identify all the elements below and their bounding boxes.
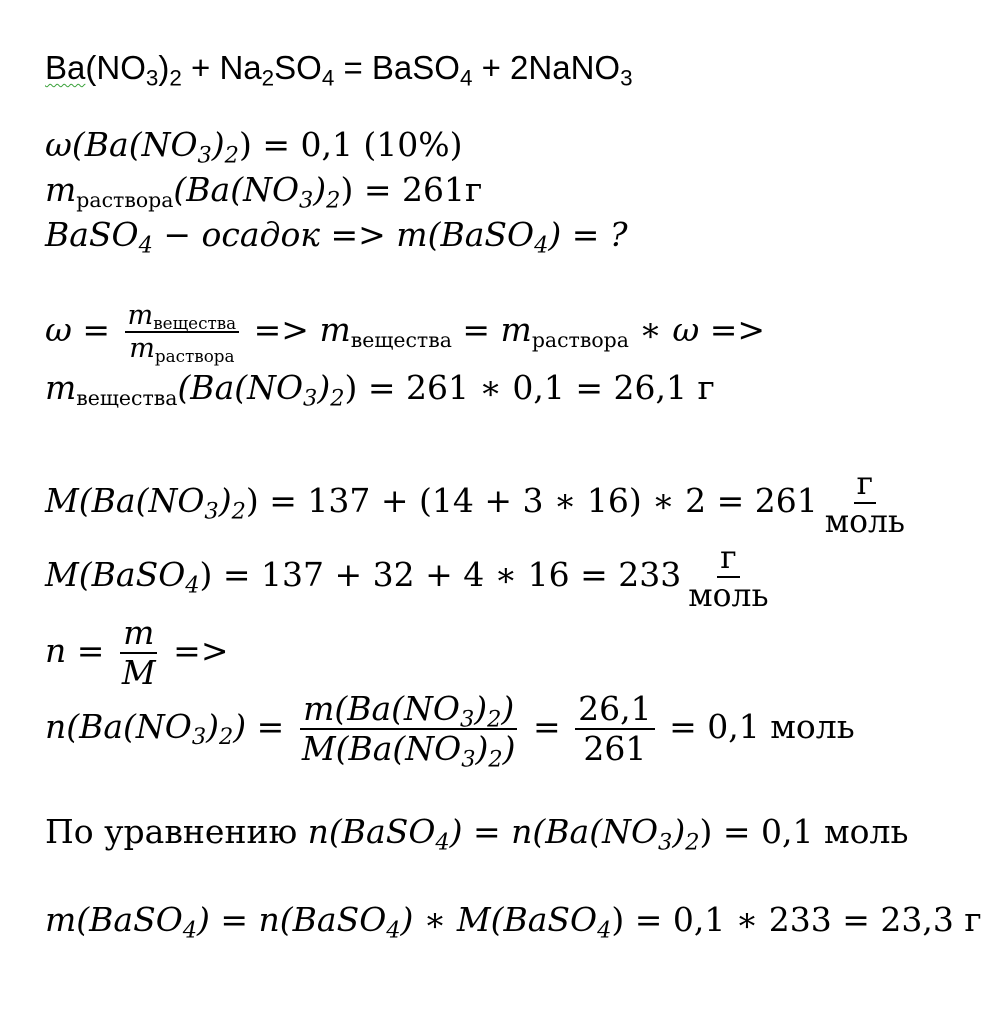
fraction-mass-over-molar: $\frac{m(Ba(NO_3)_2)}{M(Ba(NO_3)_2)}$ [301,689,516,773]
formula-omega: ω = $\frac{m_{вещества}}{m_{раствора}}$ => $m_{вещества} = m_{раствора}$ ∗ ω => [45,300,766,367]
fraction-numeric: $\frac{26,1}{261}$ [575,690,654,768]
calc-substance-mass: $m_{вещества}(Ba(NO_3)_2) = 261$ ∗ 0,1 = 26,1 г [45,368,715,412]
molar-mass-barium-sulfate: M(BaSO$_4$) = 137 + 32 + 4 ∗ 16 = 233 $\frac{г}{\text{моль}}$ [45,540,776,614]
calc-amount-barium-nitrate: $n(Ba(NO_3)_2)$ = $\frac{m(Ba(NO_3)_2)}{M(Ba(NO_3)_2)}$ = $\frac{26,1}{261}$ = 0,1 моль [45,689,855,773]
fraction-mass-ratio: $\frac{m_{вещества}}{m_{раствора}}$ [125,300,240,364]
molar-mass-barium-nitrate: $M(Ba(NO_3)_2) = 137 + (14 + 3$ ∗ 16) ∗ 2 = 261 $\frac{г}{\text{моль}}$ [45,466,912,540]
formula-amount: n = $\frac{m}{M}$ => [45,613,229,692]
by-equation-line: По уравнению n(BaSO$_4$) = $n(Ba(NO_3)_2) = 0,1$ моль [45,812,909,856]
given-omega: $\omega(Ba(NO_3)_2) = 0,1$ (10%) [45,125,463,169]
fraction-m-over-M: $\frac{m}{M}$ [121,613,156,692]
final-result: m(BaSO$_4$) = n(BaSO$_4$) ∗ M(BaSO$_4$) = 0,1 ∗ 233 = 23,3 г [45,900,982,944]
unit-g-per-mol: $\frac{г}{\text{моль}}$ [824,466,905,541]
reaction-equation: $Ba(NO_3)_2 + Na_2SO_4$ = BaSO$_4$ + 2NaNO$_3$ [45,49,633,91]
spellcheck-word: Ba [45,49,86,86]
unit-g-per-mol: $\frac{г}{\text{моль}}$ [688,540,769,615]
given-solution-mass: $m_{раствора}(Ba(NO_3)_2) = 261г$ [45,170,483,214]
given-precipitate: BaSO$_4$ − осадок => m(BaSO$_4$) = ? [45,215,628,259]
